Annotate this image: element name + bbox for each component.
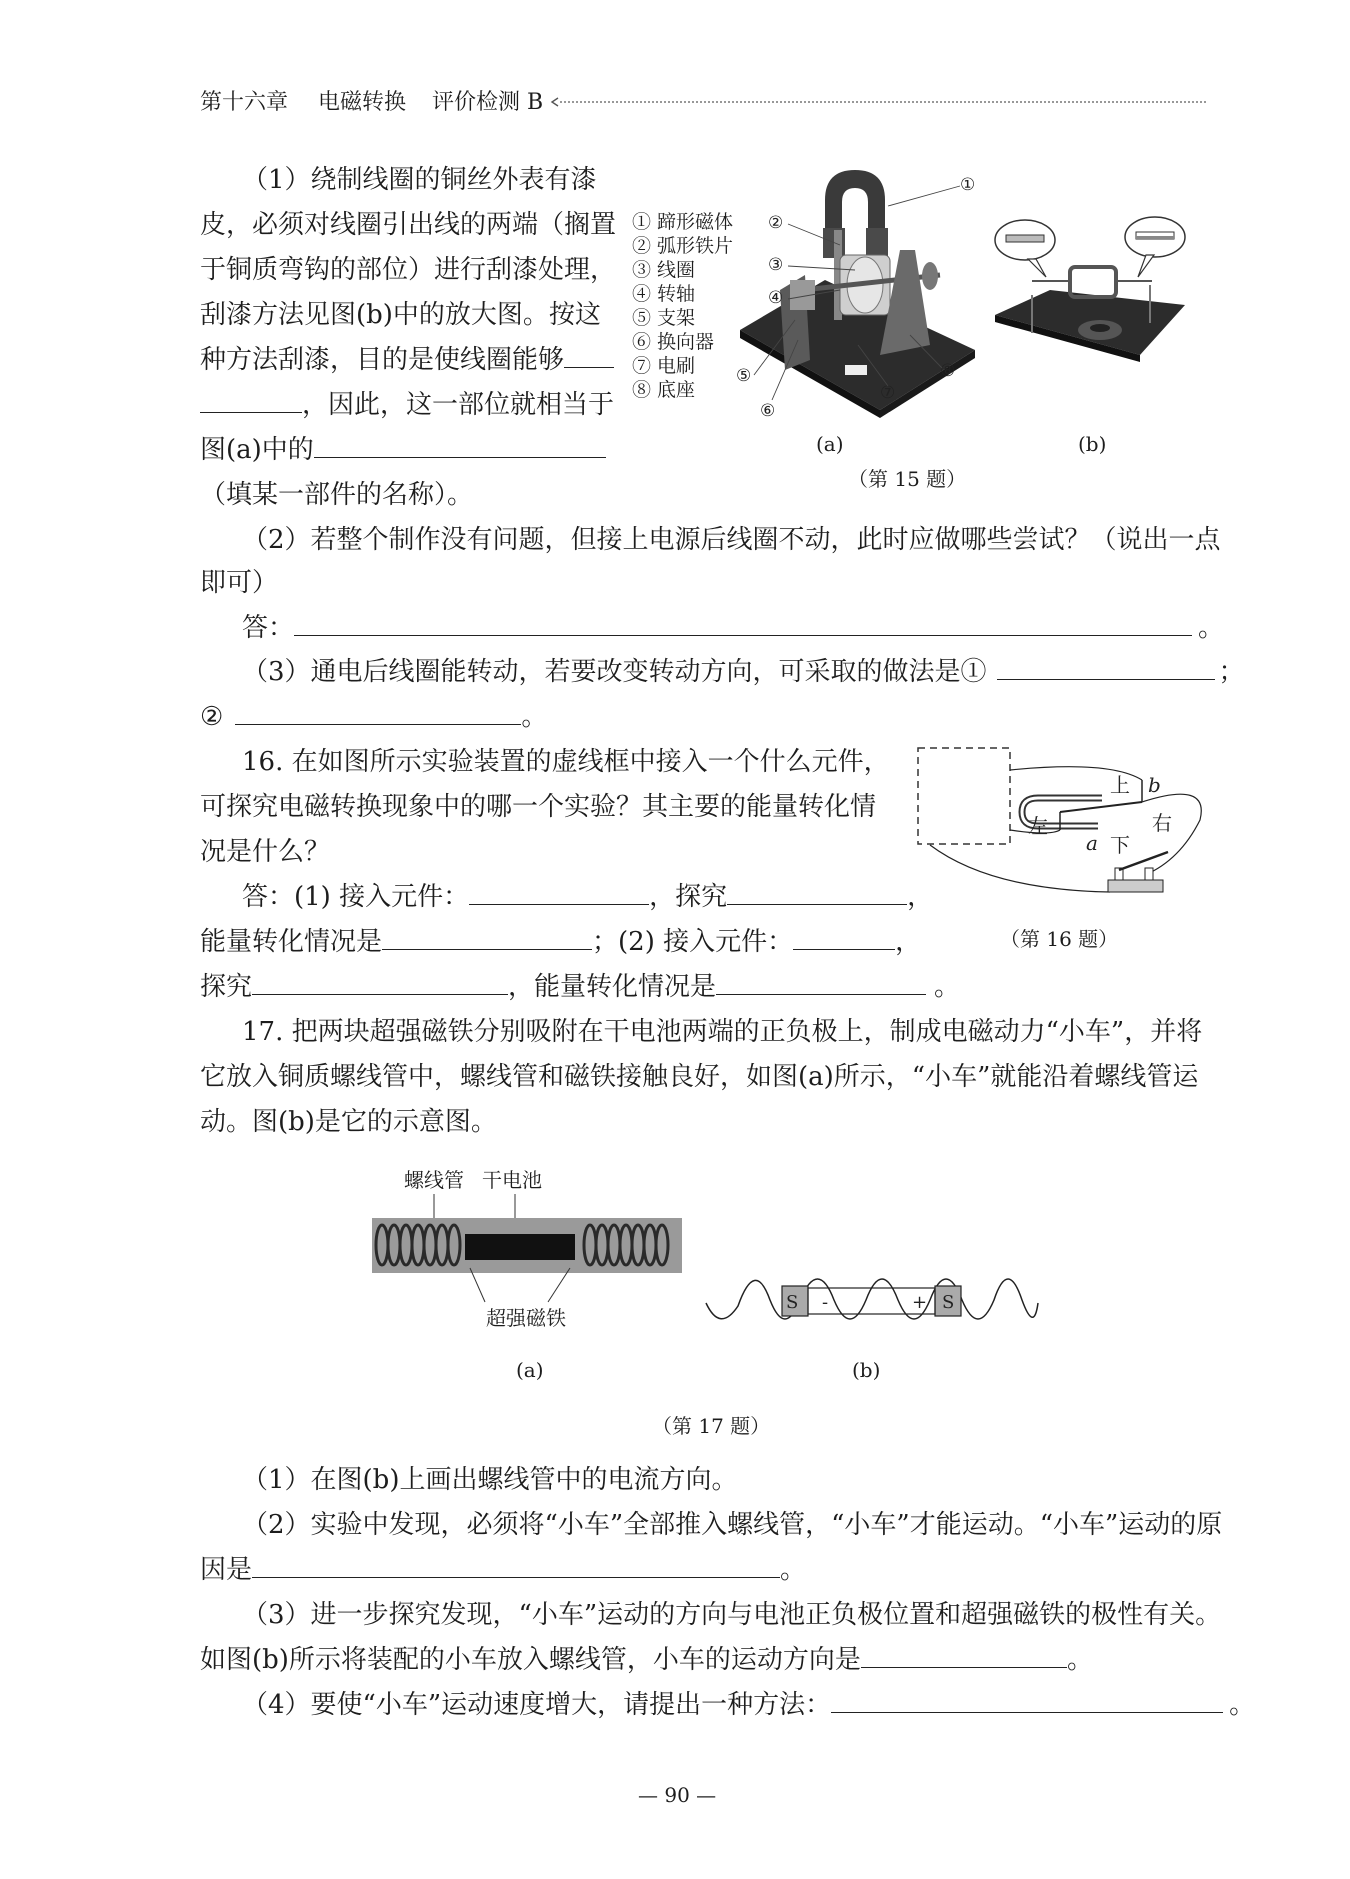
q17-blank-1[interactable] xyxy=(252,1555,780,1578)
q17-p1: （1）在图(b)上画出螺线管中的电流方向。 xyxy=(242,1465,738,1495)
q16-ans3-a: 探究 xyxy=(200,972,253,1002)
q16-label-b: b xyxy=(1148,773,1161,797)
q15-p1-line5-text: 种方法刮漆，目的是使线圈能够 xyxy=(200,345,565,375)
q15-p3-line2 xyxy=(200,702,547,732)
q16-ans1-a: 答：(1) 接入元件： xyxy=(242,882,470,912)
header-test: 评价检测 B xyxy=(432,90,544,115)
q16-ans3-period: 。 xyxy=(934,972,961,1002)
q15-callout-1: ① xyxy=(960,175,976,195)
q15-blank-1[interactable] xyxy=(564,345,614,368)
q15-legend-5: ⑤ 支架 xyxy=(632,307,696,329)
q15-legend-8: ⑧ 底座 xyxy=(632,379,696,401)
q16-blank-6[interactable] xyxy=(716,972,926,995)
q15-figure-b-coil xyxy=(990,215,1190,365)
q16-ans2-b: ；(2) 接入元件： xyxy=(592,927,794,957)
q15-legend-6: ⑥ 换向器 xyxy=(632,331,715,353)
q16-blank-2[interactable] xyxy=(727,882,907,905)
q15-legend-1: ① 蹄形磁体 xyxy=(632,211,734,233)
q15-p1-line2: 皮，必须对线圈引出线的两端（搁置 xyxy=(200,210,617,240)
q16-answer-line3 xyxy=(200,972,960,1002)
q15-p3-period: 。 xyxy=(521,702,548,732)
q15-legend-4: ④ 转轴 xyxy=(632,283,696,305)
q15-p3-circle2: ② xyxy=(200,702,224,732)
q15-callout-7: ⑦ xyxy=(880,383,896,403)
page-number: — 90 — xyxy=(638,1783,717,1807)
q17-p3-line1: （3）进一步探究发现，“小车”运动的方向与电池正负极位置和超强磁铁的极性有关。 xyxy=(242,1600,1222,1630)
q16-ans3-b: ，能量转化情况是 xyxy=(508,972,717,1002)
q15-p1-line7-text: 图(a)中的 xyxy=(200,435,314,465)
q15-fig-b-label: (b) xyxy=(1078,432,1107,456)
q15-legend-7: ⑦ 电刷 xyxy=(632,355,696,377)
q15-legend-3: ③ 线圈 xyxy=(632,259,696,281)
q16-blank-3[interactable] xyxy=(382,927,592,950)
q17-line2: 它放入铜质螺线管中，螺线管和磁铁接触良好，如图(a)所示，“小车”就能沿着螺线管运 xyxy=(200,1062,1199,1092)
q16-figure xyxy=(910,740,1220,910)
q17-line1: 17. 把两块超强磁铁分别吸附在干电池两端的正负极上，制成电磁动力“小车”，并将 xyxy=(242,1017,1203,1047)
q17-p3-line2 xyxy=(200,1645,1093,1675)
q17-figure-b-diagram xyxy=(700,1248,1040,1348)
q15-blank-5[interactable] xyxy=(235,702,521,725)
q16-blank-5[interactable] xyxy=(252,972,508,995)
q16-blank-1[interactable] xyxy=(469,882,649,905)
q15-p1-line8: （填某一部件的名称）。 xyxy=(200,480,474,510)
q15-p2-answer xyxy=(242,613,1224,643)
q15-callout-6: ⑥ xyxy=(760,401,776,420)
q16-label-a: a xyxy=(1086,831,1098,855)
q16-label-left: 左 xyxy=(1028,814,1048,838)
q16-ans1-b: ，探究 xyxy=(649,882,728,912)
q16-answer-line2 xyxy=(200,927,921,957)
q15-p1-line5 xyxy=(200,345,614,375)
q15-p3-text: （3）通电后线圈能转动，若要改变转动方向，可采取的做法是① xyxy=(242,657,987,687)
q17-label-solenoid: 螺线管 xyxy=(404,1168,464,1192)
q16-caption: （第 16 题） xyxy=(1000,927,1119,951)
header-section: 电磁转换 xyxy=(318,90,407,115)
q15-p2-line2: 即可） xyxy=(200,568,279,598)
q15-p1-line4: 刮漆方法见图(b)中的放大图。按这 xyxy=(200,300,601,330)
q15-p2-line1: （2）若整个制作没有问题，但接上电源后线圈不动，此时应做哪些尝试？（说出一点 xyxy=(242,525,1221,555)
q15-blank-2[interactable] xyxy=(314,435,606,458)
q16-ans2-a: 能量转化情况是 xyxy=(200,927,383,957)
q17-fig-b-plus: + xyxy=(912,1292,928,1313)
q17-fig-b-s-left: S xyxy=(786,1292,799,1313)
q15-caption: （第 15 题） xyxy=(848,467,967,491)
q17-p4-period: 。 xyxy=(1229,1690,1256,1720)
q15-blank-3[interactable] xyxy=(294,613,1192,636)
q15-blank-1b[interactable] xyxy=(200,390,302,413)
q15-figure-a-motor xyxy=(730,170,980,420)
q17-p4 xyxy=(242,1690,1255,1720)
q16-blank-4[interactable] xyxy=(793,927,895,950)
q17-p3-text: 如图(b)所示将装配的小车放入螺线管，小车的运动方向是 xyxy=(200,1645,861,1675)
q15-answer-label: 答： xyxy=(242,613,295,643)
q17-p2-period: 。 xyxy=(780,1555,807,1585)
q17-p4-text: （4）要使“小车”运动速度增大，请提出一种方法： xyxy=(242,1690,832,1720)
q16-ans1-comma: ， xyxy=(907,882,934,912)
q15-p1-line6-text: ，因此，这一部位就相当于 xyxy=(302,390,615,420)
q15-callout-4: ④ xyxy=(768,288,784,308)
q17-caption: （第 17 题） xyxy=(652,1414,771,1438)
q16-ans2-comma: ， xyxy=(895,927,922,957)
q16-label-down: 下 xyxy=(1110,833,1130,857)
q15-callout-3: ③ xyxy=(768,255,784,275)
q17-p2-line2 xyxy=(200,1555,806,1585)
header-dotted-rule xyxy=(548,96,1208,108)
q17-fig-b-label: (b) xyxy=(852,1358,881,1382)
q15-callout-8: ⑧ xyxy=(940,361,956,381)
q17-figure-a-photo xyxy=(370,1190,685,1320)
q15-fig-a-label: (a) xyxy=(816,432,844,456)
q17-line3: 动。图(b)是它的示意图。 xyxy=(200,1107,497,1137)
q16-line2: 可探究电磁转换现象中的哪一个实验？其主要的能量转化情 xyxy=(200,792,877,822)
q15-answer-period: 。 xyxy=(1198,613,1225,643)
q15-blank-4[interactable] xyxy=(997,657,1215,680)
q15-p1-line3: 于铜质弯钩的部位）进行刮漆处理， xyxy=(200,255,617,285)
q17-fig-a-label: (a) xyxy=(516,1358,544,1382)
q15-p1-line7 xyxy=(200,435,606,465)
q15-callout-2: ② xyxy=(768,213,784,233)
q15-p1-line1: （1）绕制线圈的铜丝外表有漆 xyxy=(242,165,597,195)
q16-line1: 16. 在如图所示实验装置的虚线框中接入一个什么元件， xyxy=(242,747,890,777)
q15-p1-line6 xyxy=(200,390,614,420)
q15-callout-5: ⑤ xyxy=(736,366,752,386)
q16-line3: 况是什么？ xyxy=(200,837,331,867)
q17-label-magnet: 超强磁铁 xyxy=(486,1306,566,1330)
header-chapter: 第十六章 xyxy=(200,90,289,115)
q17-p3-period: 。 xyxy=(1066,1645,1093,1675)
q16-answer-line1 xyxy=(242,882,933,912)
q17-p2-line1: （2）实验中发现，必须将“小车”全部推入螺线管，“小车”才能运动。“小车”运动的原 xyxy=(242,1510,1223,1540)
q16-label-right: 右 xyxy=(1152,811,1172,835)
q17-label-battery: 干电池 xyxy=(482,1168,542,1192)
q17-fig-b-minus: - xyxy=(822,1292,829,1313)
q16-label-up: 上 xyxy=(1110,773,1130,797)
q17-fig-b-s-right: S xyxy=(942,1292,955,1313)
q15-p3-semicolon: ； xyxy=(1218,657,1245,687)
q17-blank-3[interactable] xyxy=(831,1690,1223,1713)
q15-legend-2: ② 弧形铁片 xyxy=(632,235,734,257)
q17-p2-text: 因是 xyxy=(200,1555,253,1585)
q15-p3-line1 xyxy=(242,657,1245,687)
q17-blank-2[interactable] xyxy=(861,1645,1067,1668)
